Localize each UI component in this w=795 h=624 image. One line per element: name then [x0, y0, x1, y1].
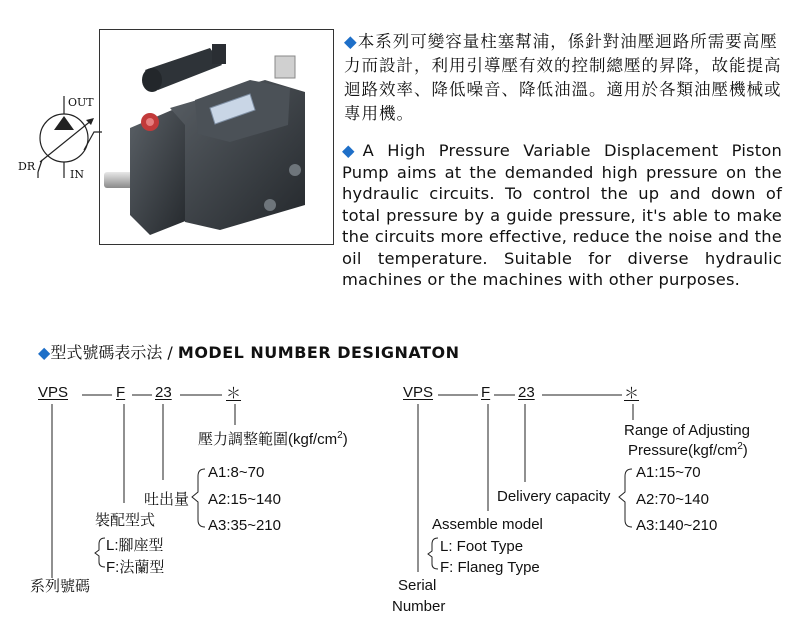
zh-delivery-option: A1:8~70 — [208, 464, 265, 481]
bullet-icon: ◆ — [342, 141, 363, 160]
symbol-dr-label: DR — [18, 160, 36, 173]
zh-delivery-option: A2:15~140 — [208, 491, 281, 508]
en-code-assemble: F — [481, 384, 491, 401]
zh-code-delivery: 23 — [155, 384, 172, 401]
en-delivery-option: A3:140~210 — [636, 517, 718, 534]
zh-delivery-label: 吐出量 — [144, 491, 190, 508]
intro-zh-text: 本系列可變容量柱塞幫浦，係針對油壓迴路所需要高壓力而設計，利用引導壓有效的控制總壓的昇降，故能提高迴路效率、降低噪音、降低油溫。適用於各類油壓機械或專用機。 — [344, 32, 782, 123]
zh-series-label: 系列號碼 — [30, 578, 91, 595]
section-title-en: MODEL NUMBER DESIGNATON — [177, 343, 460, 362]
section-title — [38, 340, 459, 363]
zh-code-assemble: F — [116, 384, 126, 401]
en-assemble-label: Assemble model — [432, 516, 543, 533]
en-code-delivery: 23 — [518, 384, 535, 401]
en-assemble-option: F: Flaneg Type — [440, 559, 540, 576]
bullet-icon: ◆ — [344, 32, 358, 51]
en-delivery-option: A1:15~70 — [636, 464, 701, 481]
en-code-pressure: ＊ — [624, 385, 640, 402]
symbol-out-label: OUT — [68, 96, 94, 109]
zh-assemble-option: L:腳座型 — [106, 537, 164, 554]
en-delivery-label: Delivery capacity — [497, 488, 611, 505]
pump-photo — [99, 29, 334, 245]
intro-zh-paragraph — [344, 30, 784, 126]
en-series-label-line1: Serial — [398, 577, 437, 594]
symbol-in-label: IN — [70, 168, 84, 181]
intro-en-paragraph — [342, 140, 782, 291]
pump-illustration — [100, 30, 333, 244]
zh-delivery-option: A3:35~210 — [208, 517, 281, 534]
zh-assemble-label: 裝配型式 — [95, 512, 156, 529]
zh-pressure-label: 壓力調整範圍$(kgf/cm^2)$ — [198, 430, 348, 448]
en-series-label-line2: Number — [392, 598, 446, 615]
zh-assemble-option: F:法蘭型 — [106, 559, 165, 576]
section-title-zh: 型式號碼表示法 / — [50, 343, 178, 362]
zh-code-pressure: ＊ — [226, 385, 242, 402]
en-assemble-option: L: Foot Type — [440, 538, 524, 555]
en-pressure-label-line1: Range of Adjusting — [624, 422, 750, 439]
en-pressure-label-line2: $Pressure(kgf/cm^2)$ — [628, 441, 748, 459]
en-code-series: VPS — [403, 384, 434, 401]
en-delivery-option: A2:70~140 — [636, 491, 709, 508]
bullet-icon: ◆ — [38, 343, 51, 362]
zh-code-series: VPS — [38, 384, 69, 401]
intro-en-text: A High Pressure Variable Displacement Piston Pump aims at the demanded high pressure on the hydraulic circuits. To control the up and down of total pressure by a guide pressure, it's able to make the circuits more effective, reduce the noise and the oil temperature. Suitable for diverse hydraulic machines or the machines with other purposes. — [342, 141, 782, 289]
